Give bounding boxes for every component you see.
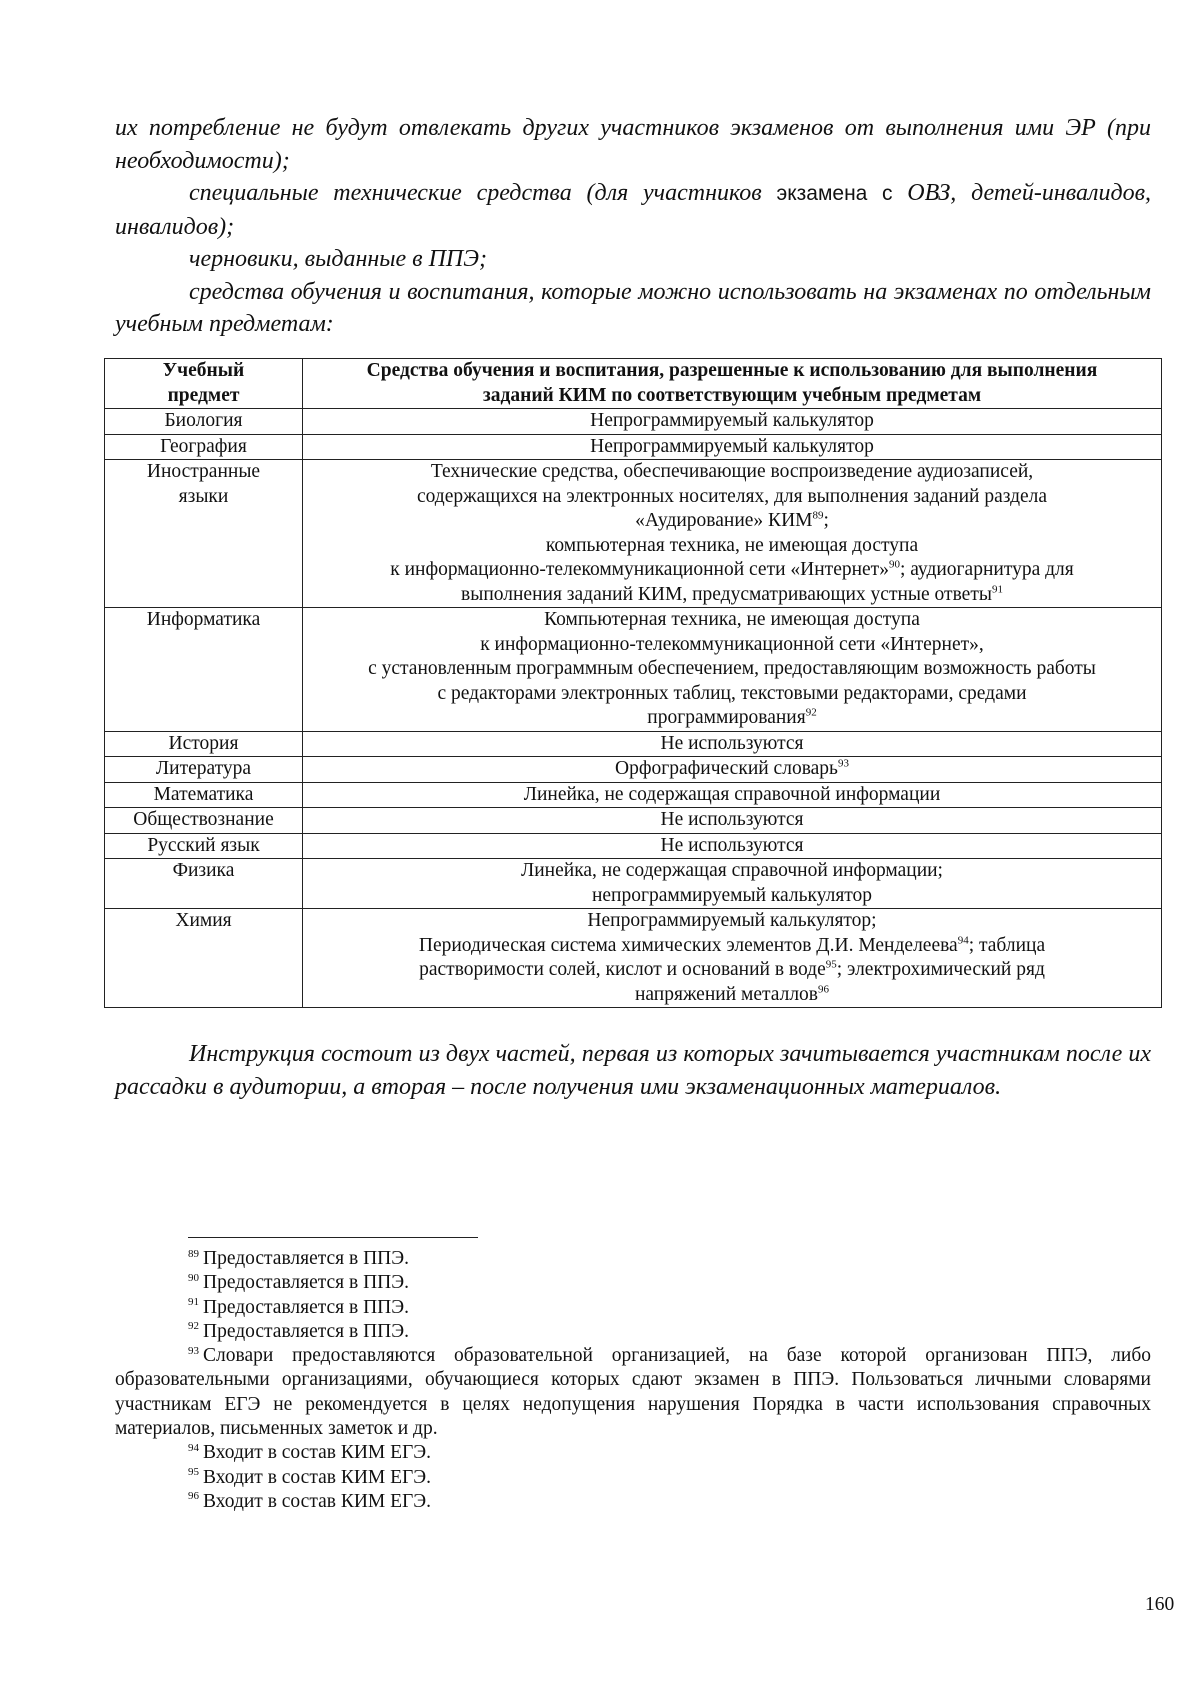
footnote-ref[interactable]: 90	[888, 558, 900, 571]
table-row	[105, 833, 1162, 859]
footnote: $^{90}$ Предоставляется в ППЭ.	[188, 1271, 410, 1294]
intro-paragraph-4: средства обучения и воспитания, которые можно использовать на экзаменах по отдельным учебным предметам:	[115, 278, 1151, 337]
intro-paragraph-1: их потребление не будут отвлекать других участников экзаменов от выполнения ими ЭР (при необходимости);	[115, 115, 1151, 174]
tools-cell: Не используются	[303, 808, 1162, 834]
table-row	[105, 460, 1162, 608]
tools-cell: Линейка, не содержащая справочной информации; непрограммируемый калькулятор	[303, 859, 1162, 909]
table-row	[105, 409, 1162, 435]
footnote-ref[interactable]: 93	[837, 757, 849, 770]
subject-cell: Русский язык	[105, 833, 303, 859]
subject-cell: Литература	[105, 757, 303, 783]
intro-paragraph-3: черновики, выданные в ППЭ;	[189, 246, 487, 272]
footnote: $^{89}$ Предоставляется в ППЭ.	[188, 1247, 410, 1269]
tools-cell: Технические средства, обеспечивающие воспроизведение аудиозаписей, содержащихся на электронных носителях, для выполнения заданий раздела «Аудирование» КИМ$^{89}$; компьютерная техника, не имеющая доступа к информационно-телекоммуникационной сети «Интернет»$^{90}$; аудиогарнитура для выполнения заданий КИМ, предусматривающих устные ответы$^{91}$	[303, 460, 1162, 608]
page-number: 160	[1145, 1594, 1175, 1615]
tools-cell: Линейка, не содержащая справочной информации	[303, 782, 1162, 808]
tools-cell: Орфографический словарь$^{93}$	[303, 757, 1162, 783]
subject-cell: Математика	[105, 782, 303, 808]
subject-cell: Иностранные языки	[105, 460, 303, 608]
subject-cell: Биология	[105, 409, 303, 435]
header-tools: Средства обучения и воспитания, разрешенные к использованию для выполнения заданий КИМ по соответствующим учебным предметам	[303, 359, 1162, 409]
tools-cell: Не используются	[303, 731, 1162, 757]
table-row	[105, 859, 1162, 909]
footnote-ref[interactable]: 89	[812, 509, 824, 522]
footnote-separator	[188, 1237, 478, 1238]
footnote-ref[interactable]: 96	[818, 983, 830, 995]
intro-paragraph-2: специальные технические средства (для участников экзамена с ОВЗ, детей-инвалидов, инвалидов);	[115, 180, 1151, 240]
footnote: $^{92}$ Предоставляется в ППЭ.	[188, 1320, 410, 1342]
footnote: $^{91}$ Предоставляется в ППЭ.	[188, 1296, 410, 1318]
subject-cell: Обществознание	[105, 808, 303, 834]
allowed-tools-table	[104, 358, 1162, 1008]
table-header-row	[105, 359, 1162, 409]
tools-cell: Непрограммируемый калькулятор	[303, 409, 1162, 435]
table-row	[105, 608, 1162, 732]
footnote: $^{94}$ Входит в состав КИМ ЕГЭ.	[188, 1441, 432, 1464]
subject-cell: История	[105, 731, 303, 757]
tools-cell: Не используются	[303, 833, 1162, 859]
subject-cell: Химия	[105, 909, 303, 1008]
footnote-ref[interactable]: 94	[957, 934, 969, 946]
table-row	[105, 782, 1162, 808]
outro-paragraph: Инструкция состоит из двух частей, первая из которых зачитывается участникам после их рассадки в аудитории, а вторая – после получения ими экзаменационных материалов.	[115, 1041, 1151, 1100]
subject-cell: Физика	[105, 859, 303, 909]
footnote-ref[interactable]: 91	[991, 583, 1003, 595]
footnote: $^{93}$ Словари предоставляются образовательной организацией, на базе которой организован ППЭ, либо образовательными организациями, обучающиеся которых сдают экзамен в ППЭ. Пользоваться личными словарями участникам ЕГЭ не рекомендуется в целях недопущения нарушения Порядка в части использования справочных материалов, письменных заметок и др.	[115, 1344, 1151, 1440]
table-row	[105, 909, 1162, 1008]
footnote: $^{96}$ Входит в состав КИМ ЕГЭ.	[188, 1490, 432, 1512]
footnotes	[115, 1247, 1151, 1514]
tools-cell: Непрограммируемый калькулятор; Периодическая система химических элементов Д.И. Менделеева$^{94}$; таблица растворимости солей, кислот и оснований в воде$^{95}$; электрохимический ряд напряжений металлов$^{96}$	[303, 909, 1162, 1008]
footnote-ref[interactable]: 92	[805, 706, 817, 719]
table-row	[105, 731, 1162, 757]
table-row	[105, 808, 1162, 834]
intro-text	[115, 112, 1151, 341]
footnote-ref[interactable]: 95	[825, 958, 837, 971]
footnote: $^{95}$ Входит в состав КИМ ЕГЭ.	[188, 1466, 432, 1488]
subject-cell: Информатика	[105, 608, 303, 732]
header-subject: Учебный предмет	[105, 359, 303, 409]
tools-cell: Компьютерная техника, не имеющая доступа к информационно-телекоммуникационной сети «Интернет», с установленным программным обеспечением, предоставляющим возможность работы с редакторами электронных таблиц, текстовыми редакторами, средами программирования$^{92}$	[303, 608, 1162, 732]
table-row	[105, 434, 1162, 460]
tools-cell: Непрограммируемый калькулятор	[303, 434, 1162, 460]
table-row	[105, 757, 1162, 783]
subject-cell: География	[105, 434, 303, 460]
